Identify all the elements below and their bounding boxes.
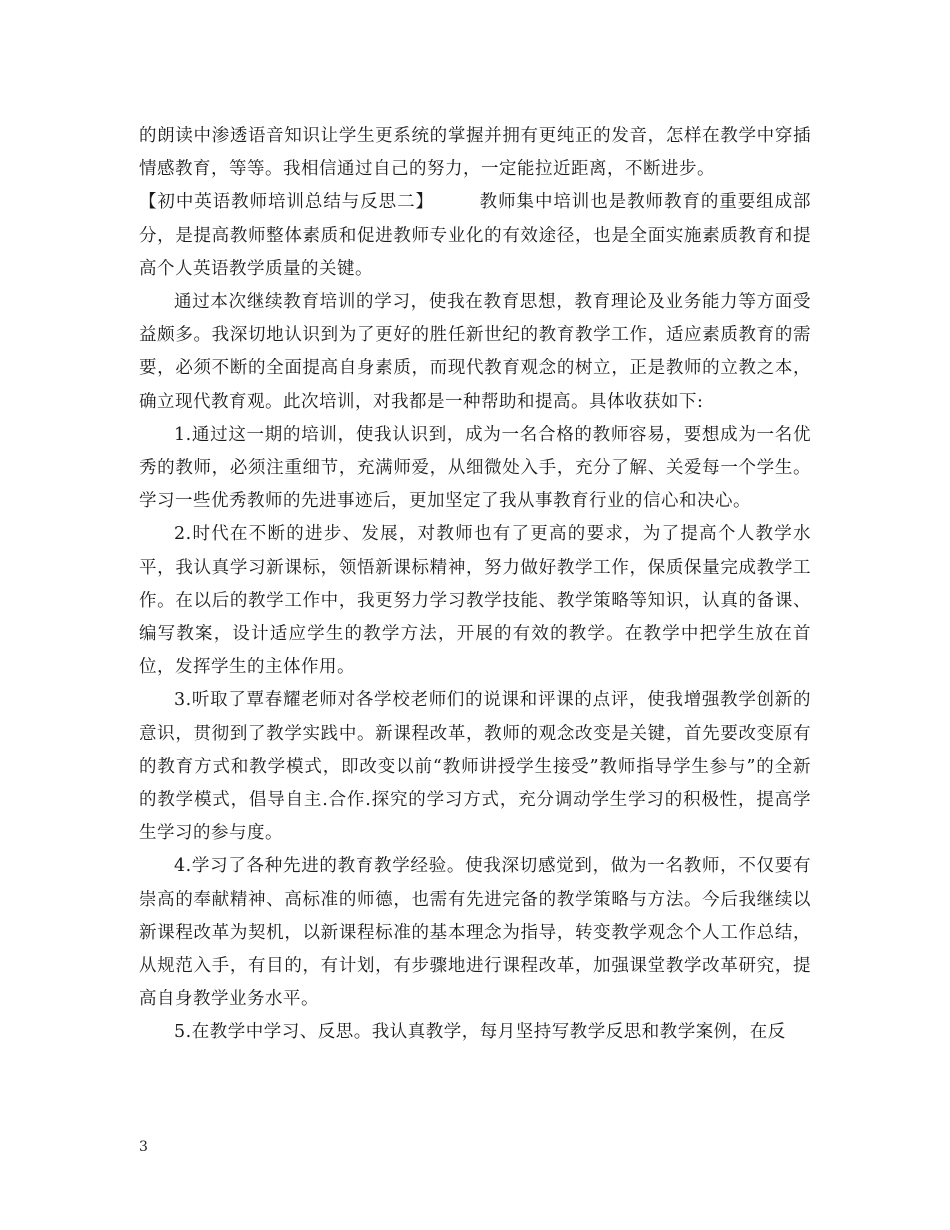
page-number: 3 — [139, 1139, 148, 1155]
paragraph-item-3: 3.听取了覃春耀老师对各学校老师们的说课和评课的点评，使我增强教学创新的意识，贯彻到了教学实践中。新课程改革，教师的观念改变是关键，首先要改变原有的教育方式和教学模式，即改变以前“教师讲授学生接受”教师指导学生参与”的全新的教学模式，倡导自主.合作.探究的学习方式，充分调动学生学习的积极性，提高学生学习的参与度。 — [139, 690, 811, 844]
paragraph-training-benefits: 通过本次继续教育培训的学习，使我在教育思想，教育理论及业务能力等方面受益颇多。我深切地认识到为了更好的胜任新世纪的教育教学工作，适应素质教育的需要，必须不断的全面提高自身素质，而现代教育观念的树立，正是教师的立教之本，确立现代教育观。此次培训，对我都是一种帮助和提高。具体收获如下: — [139, 292, 811, 412]
paragraph-section-two-intro — [139, 186, 811, 286]
heading-gap — [434, 192, 479, 212]
paragraph-item-5: 5.在教学中学习、反思。我认真教学，每月坚持写教学反思和教学案例，在反 — [174, 1022, 786, 1043]
paragraph-item-4: 4.学习了各种先进的教育教学经验。使我深切感觉到，做为一名教师，不仅要有崇高的奉献精神、高标准的师德，也需有先进完备的教学策略与方法。今后我继续以新课程改革为契机，以新课程标准的基本理念为指导，转变教学观念个人工作总结，从规范入手，有目的，有计划，有步骤地进行课程改革，加强课堂教学改革研究，提高自身教学业务水平。 — [139, 856, 811, 1010]
paragraph-text: 教师集中培训也是教师教育的重要组成部分，是提高教师整体素质和促进教师专业化的有效途径，也是全面实施素质教育和提高个人英语教学质量的关键。 — [139, 192, 812, 279]
paragraph-item-2: 2.时代在不断的进步、发展，对教师也有了更高的要求，为了提高个人教学水平，我认真学习新课标，领悟新课标精神，努力做好教学工作，保质保量完成教学工作。在以后的教学工作中，我更努力学习教学技能、教学策略等知识，认真的备课、编写教案，设计适应学生的教学方法，开展的有效的教学。在教学中把学生放在首位，发挥学生的主体作用。 — [139, 524, 811, 678]
document-body — [139, 120, 811, 1050]
section-heading: 【初中英语教师培训总结与反思二】 — [139, 192, 434, 213]
paragraph-item-1: 1.通过这一期的培训，使我认识到，成为一名合格的教师容易，要想成为一名优秀的教师，必须注重细节，充满师爱，从细微处入手，充分了解、关爱每一个学生。学习一些优秀教师的先进事迹后，更加坚定了我从事教育行业的信心和决心。 — [139, 424, 811, 512]
paragraph-continuation: 的朗读中渗透语音知识让学生更系统的掌握并拥有更纯正的发音，怎样在教学中穿插情感教育，等等。我相信通过自己的努力，一定能拉近距离，不断进步。 — [139, 126, 811, 180]
